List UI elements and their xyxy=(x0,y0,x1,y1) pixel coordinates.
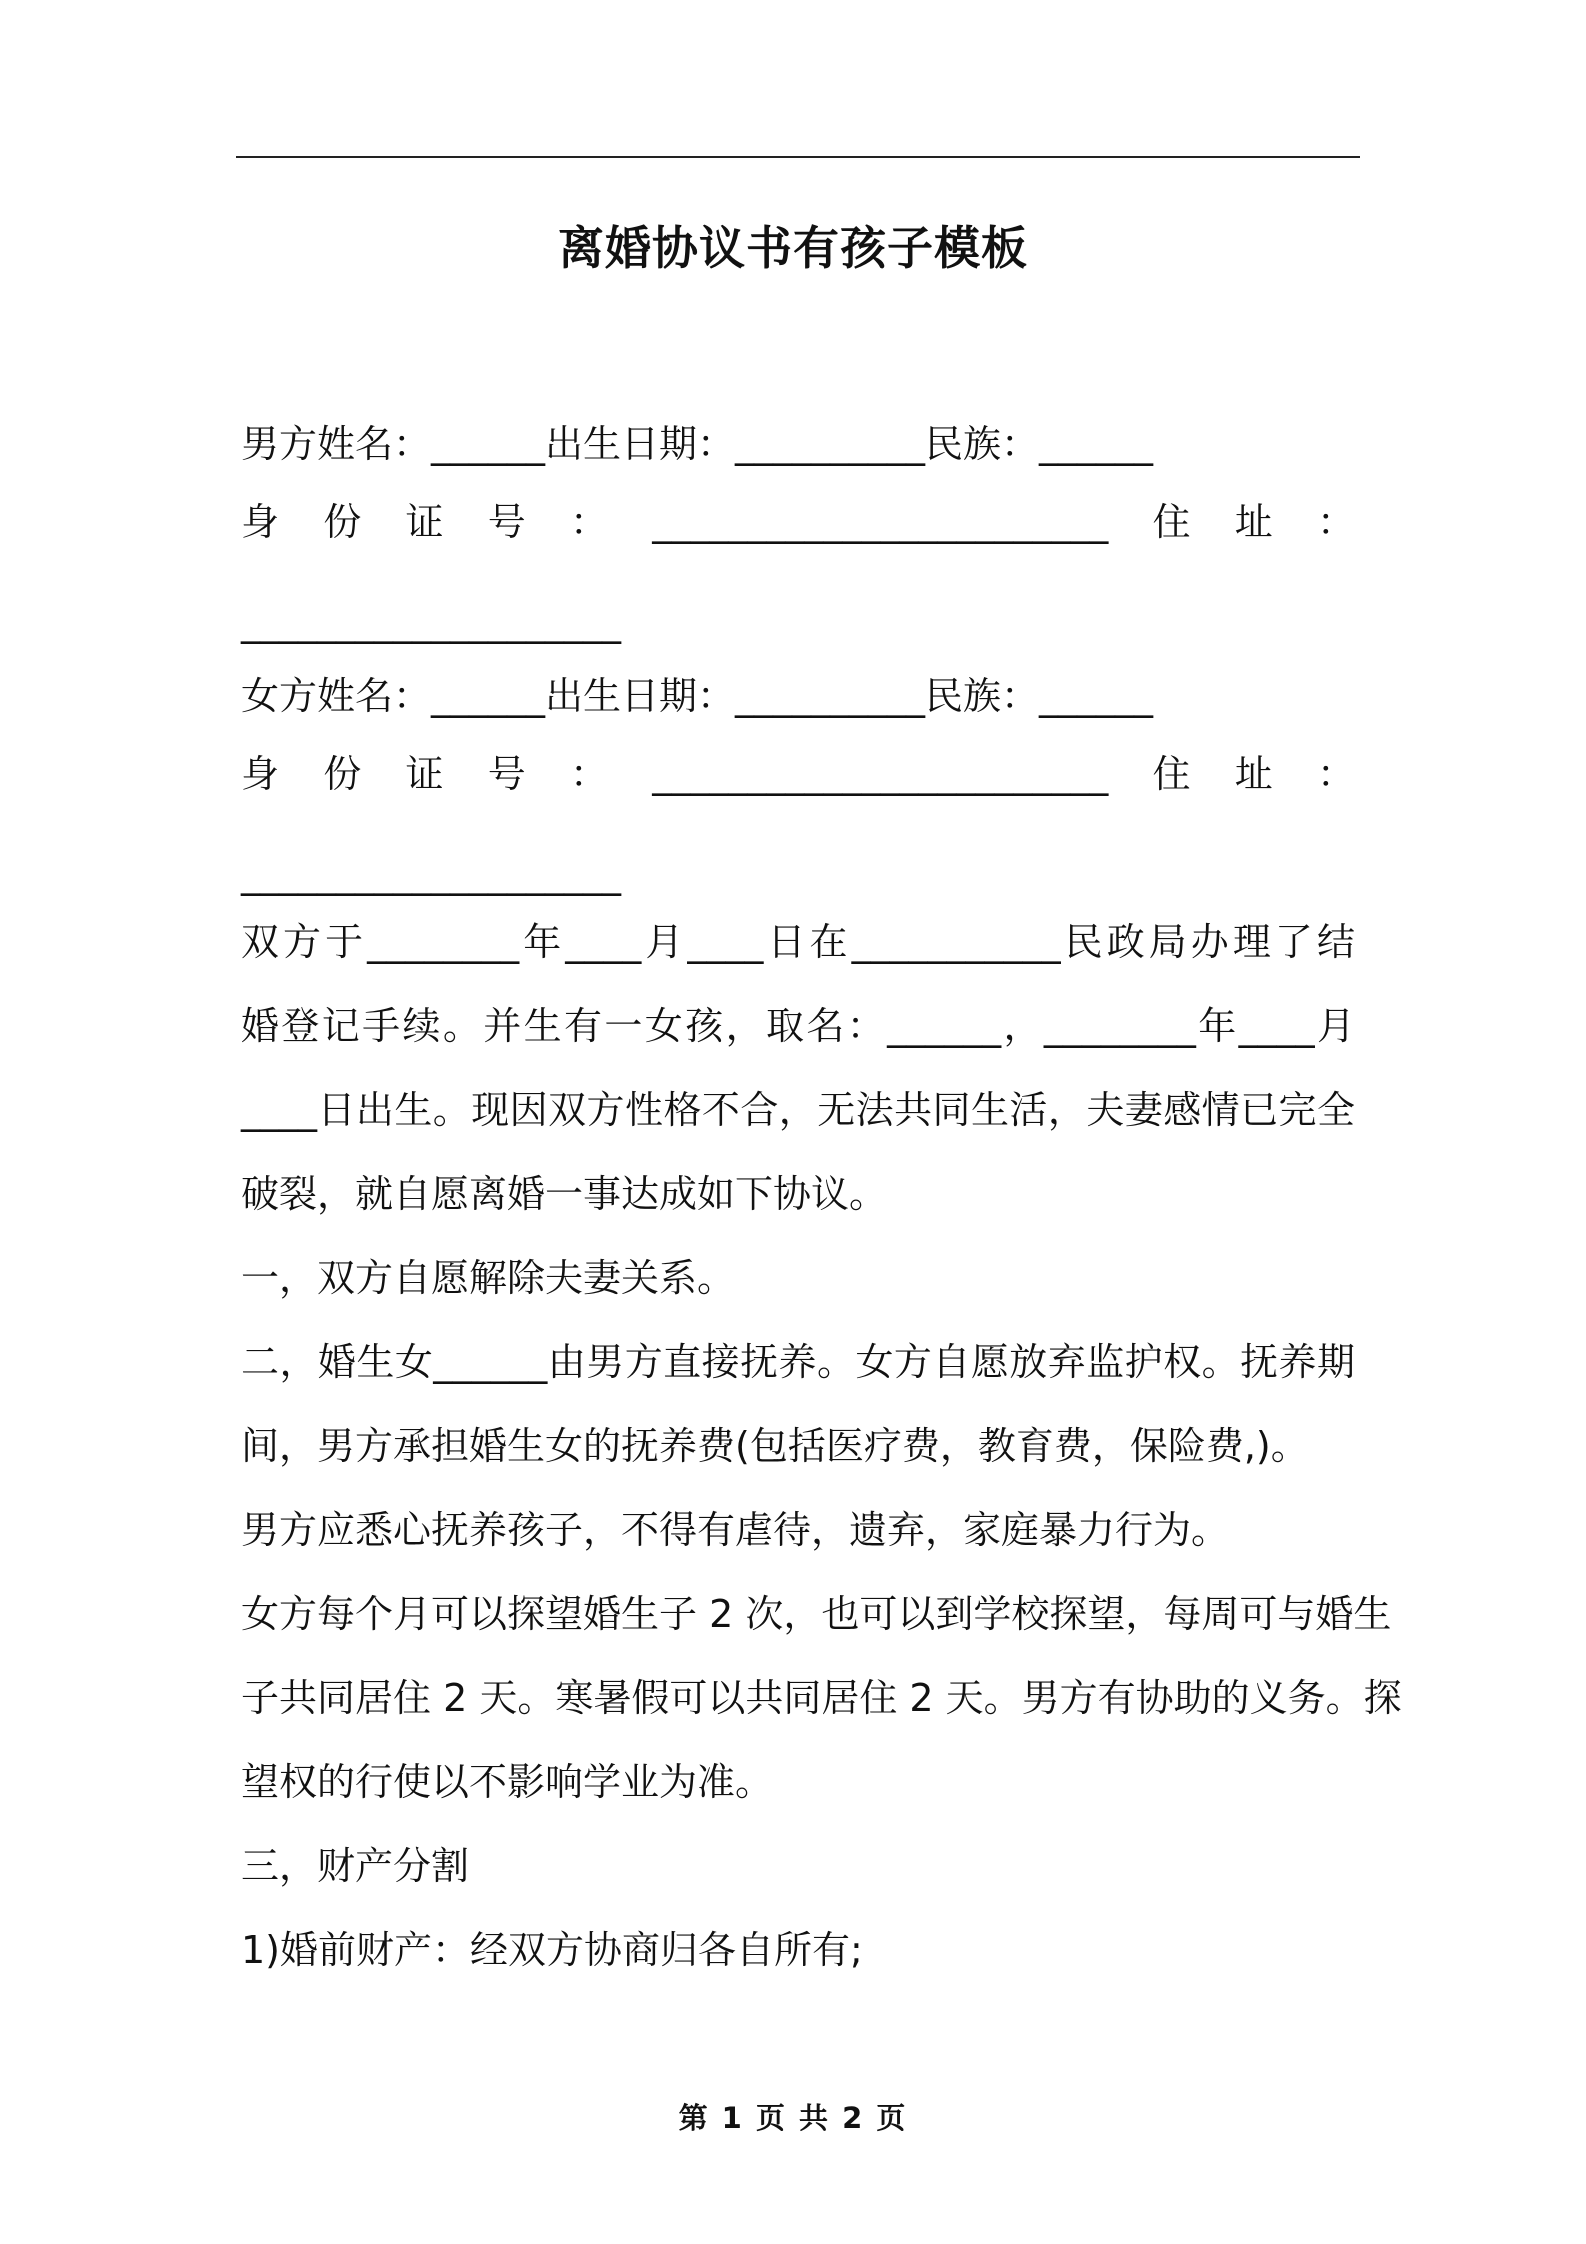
male-name-birth-ethnicity-line: 男方姓名：______出生日期：__________民族：______ xyxy=(241,422,1154,466)
male-id-blank: ________________________ xyxy=(652,500,1109,544)
address-label-char: 住 xyxy=(1152,752,1191,796)
id-label-char: 份 xyxy=(323,500,362,544)
id-label-char: 身 xyxy=(241,752,280,796)
id-label-char: ： xyxy=(570,752,609,796)
clause-one: 一，双方自愿解除夫妻关系。 xyxy=(241,1256,736,1300)
address-label-char: 址 xyxy=(1234,752,1273,796)
visitation-line: 女方每个月可以探望婚生子 2 次，也可以到学校探望，每周可与婚生 xyxy=(241,1592,1392,1636)
header-rule xyxy=(236,156,1360,158)
male-address-blank-line: ____________________ xyxy=(241,600,621,644)
clause-two-line: 间，男方承担婚生女的抚养费(包括医疗费，教育费，保险费,)。 xyxy=(241,1424,1309,1468)
female-id-address-line xyxy=(241,744,1355,804)
female-address-blank-line: ____________________ xyxy=(241,852,621,896)
address-label-char: ： xyxy=(1316,500,1355,544)
female-id-blank: ________________________ xyxy=(652,752,1109,796)
clause-three-heading: 三，财产分割 xyxy=(241,1844,470,1888)
page-indicator: 第 1 页 共 2 页 xyxy=(678,2101,908,2135)
property-item-1: 1)婚前财产：经双方协商归各自所有; xyxy=(241,1928,863,1972)
visitation-line: 望权的行使以不影响学业为准。 xyxy=(241,1760,774,1804)
id-label-char: 号 xyxy=(487,500,526,544)
address-label-char: ： xyxy=(1316,752,1355,796)
id-label-char: 份 xyxy=(323,752,362,796)
id-label-char: 身 xyxy=(241,500,280,544)
body-line: 双方于________年____月____日在___________民政局办理了结 xyxy=(241,920,1355,964)
address-label-char: 址 xyxy=(1234,500,1273,544)
document-title: 离婚协议书有孩子模板 xyxy=(558,221,1028,275)
id-label-char: 证 xyxy=(405,500,444,544)
id-label-char: 号 xyxy=(487,752,526,796)
clause-two-line: 二，婚生女______由男方直接抚养。女方自愿放弃监护权。抚养期 xyxy=(241,1340,1355,1384)
male-id-address-line xyxy=(241,492,1355,552)
id-label-char: ： xyxy=(570,500,609,544)
body-line: ____日出生。现因双方性格不合，无法共同生活，夫妻感情已完全 xyxy=(241,1088,1355,1132)
visitation-line: 子共同居住 2 天。寒暑假可以共同居住 2 天。男方有协助的义务。探 xyxy=(241,1676,1402,1720)
id-label-char: 证 xyxy=(405,752,444,796)
body-line: 破裂，就自愿离婚一事达成如下协议。 xyxy=(241,1172,888,1216)
care-duty-line: 男方应悉心抚养孩子，不得有虐待，遗弃，家庭暴力行为。 xyxy=(241,1508,1230,1552)
body-line: 婚登记手续。并生有一女孩，取名：______，________年____月 xyxy=(241,1004,1355,1048)
female-name-birth-ethnicity-line: 女方姓名：______出生日期：__________民族：______ xyxy=(241,674,1154,718)
address-label-char: 住 xyxy=(1152,500,1191,544)
